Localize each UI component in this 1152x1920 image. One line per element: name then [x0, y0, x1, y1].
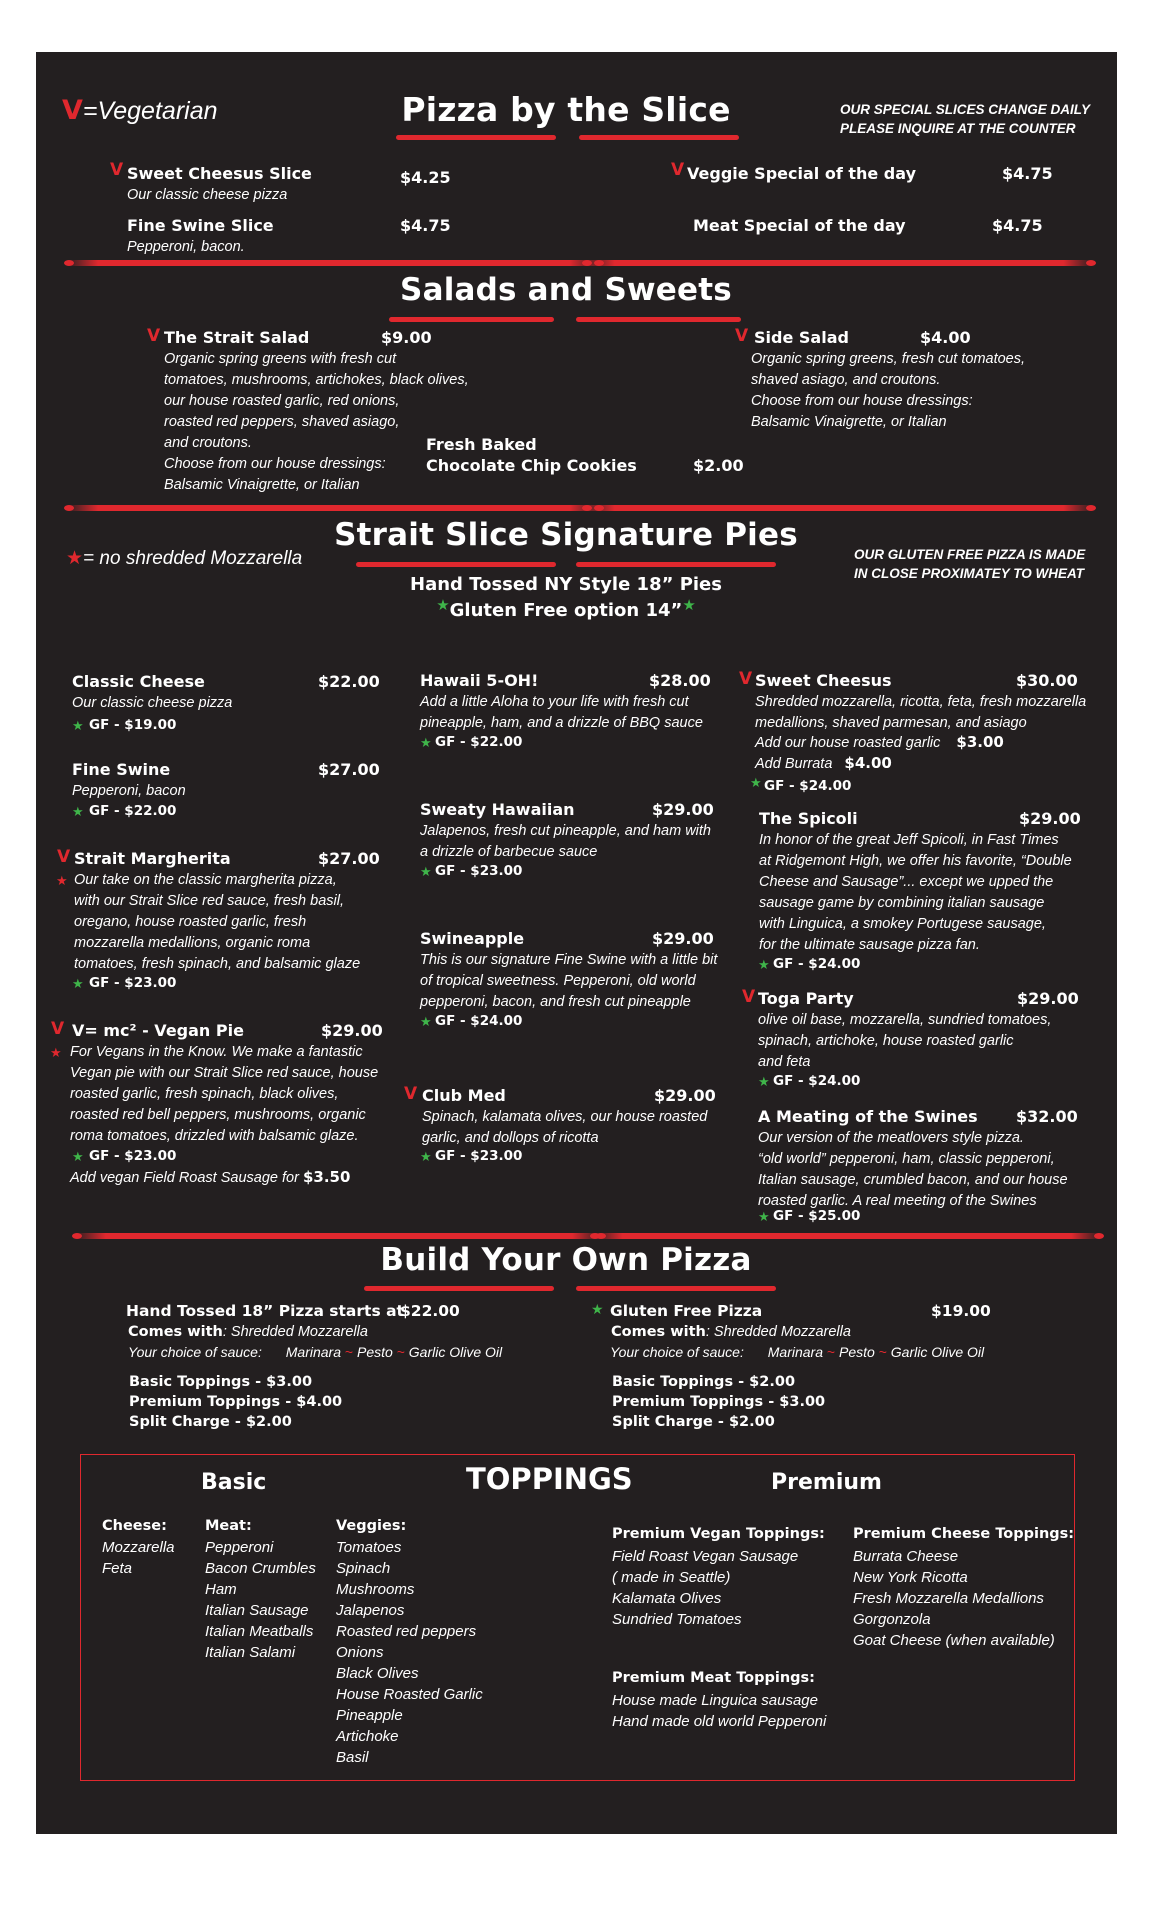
section-divider [66, 260, 602, 266]
byo-hand-split: Split Charge - $2.00 [129, 1414, 292, 1430]
pies-subtitle-size: Hand Tossed NY Style 18” Pies [410, 574, 722, 595]
premium-vegan-heading: Premium Vegan Toppings: [612, 1526, 825, 1542]
vegetarian-legend-label: =Vegetarian [82, 97, 218, 125]
vegetarian-legend [62, 95, 218, 126]
byo-gf-comes-value: : Shredded Mozzarella [705, 1324, 851, 1340]
pie-name: A Meating of the Swines [758, 1107, 978, 1126]
vegetarian-mark-icon: V [110, 160, 124, 180]
byo-gf-premium: Premium Toppings - $3.00 [612, 1394, 826, 1410]
byo-hand-comes-label: Comes with [128, 1324, 223, 1340]
pie-desc: This is our signature Fine Swine with a little bit of tropical sweetness. Pepperoni, old world pepperoni, bacon, and fresh cut pineapple [420, 952, 718, 1010]
pie-name: Strait Margherita [74, 849, 231, 868]
cookies-price: $2.00 [693, 456, 744, 475]
green-star-icon: ★ [682, 596, 696, 614]
salads-title-underline-left [389, 317, 554, 322]
byo-hand-sauces [128, 1342, 502, 1363]
byo-gf-comes [611, 1322, 851, 1343]
sauce-separator: ~ [878, 1344, 887, 1360]
pie-name: Sweet Cheesus [755, 671, 892, 690]
slice-item-name: Meat Special of the day [693, 216, 906, 235]
pie-name: Hawaii 5-OH! [420, 671, 539, 690]
green-star-icon: ★ [420, 735, 432, 750]
pie-gf-price: GF - $22.00 [89, 803, 177, 819]
meat-heading: Meat: [205, 1518, 252, 1534]
gf-note-line2: IN CLOSE PROXIMATEY TO WHEAT [854, 566, 1085, 581]
pie-desc: olive oil base, mozzarella, sundried tomatoes, spinach, artichoke, house roasted garlic and feta [758, 1012, 1052, 1070]
pie-name: Toga Party [758, 989, 854, 1008]
byo-hand-price: $22.00 [400, 1302, 460, 1320]
veggies-heading: Veggies: [336, 1518, 407, 1534]
pie-desc: Spinach, kalamata olives, our house roasted garlic, and dollops of ricotta [422, 1109, 708, 1146]
side-salad-desc: Organic spring greens, fresh cut tomatoes, shaved asiago, and croutons. Choose from our house dressings: Balsamic Vinaigrette, or Italian [751, 351, 1026, 430]
pie-gf-price: GF - $24.00 [764, 778, 852, 794]
byo-gf-sauce-label: Your choice of sauce: [610, 1344, 744, 1360]
section-divider [584, 260, 1094, 266]
addon-burrata [755, 754, 892, 775]
toppings-title: TOPPINGS [466, 1462, 633, 1496]
pies-subtitle-gf [356, 596, 776, 621]
green-star-icon: ★ [72, 804, 84, 819]
pie-gf-price: GF - $23.00 [435, 1148, 523, 1164]
red-star-icon: ★ [66, 548, 84, 569]
green-star-icon: ★ [72, 1149, 84, 1164]
byo-gf-heading: Gluten Free Pizza [610, 1302, 763, 1320]
pie-gf-price: GF - $22.00 [435, 734, 523, 750]
premium-meat-list: House made Linguica sausage Hand made old world Pepperoni [612, 1692, 827, 1730]
byo-hand-premium: Premium Toppings - $4.00 [129, 1394, 343, 1410]
pie-desc: Add a little Aloha to your life with fresh cut pineapple, ham, and a drizzle of BBQ sauce [420, 694, 703, 731]
no-mozzarella-legend-label: = no shredded Mozzarella [83, 548, 303, 569]
section-divider [584, 505, 1094, 511]
sauce-option: Pesto [838, 1344, 875, 1360]
section-divider [74, 1233, 604, 1239]
green-star-icon: ★ [72, 718, 84, 733]
slice-item-price: $4.25 [400, 168, 451, 187]
addon-garlic-text: Add our house roasted garlic [755, 735, 941, 751]
green-star-icon: ★ [72, 976, 84, 991]
pie-price: $28.00 [649, 671, 711, 690]
slice-note-line1: OUR SPECIAL SLICES CHANGE DAILY [840, 102, 1091, 117]
cheese-heading: Cheese: [102, 1518, 167, 1534]
slice-item-name: Fine Swine Slice [127, 216, 274, 235]
slice-item-price: $4.75 [1002, 164, 1053, 183]
meat-list: Pepperoni Bacon Crumbles Ham Italian Sausage Italian Meatballs Italian Salami [205, 1539, 316, 1661]
premium-meat-heading: Premium Meat Toppings: [612, 1670, 815, 1686]
no-mozzarella-legend [66, 547, 302, 570]
green-star-icon: ★ [758, 1074, 770, 1089]
byo-hand-comes [128, 1322, 368, 1343]
pie-gf-price: GF - $24.00 [773, 956, 861, 972]
green-star-icon: ★ [750, 775, 762, 790]
byo-title-underline-left [364, 1286, 554, 1291]
green-star-icon: ★ [420, 1149, 432, 1164]
section-divider [592, 1233, 1102, 1239]
byo-hand-comes-value: : Shredded Mozzarella [222, 1324, 368, 1340]
pies-subtitle-gf-text: Gluten Free option 14” [449, 600, 683, 621]
pie-desc: For Vegans in the Know. We make a fantastic Vegan pie with our Strait Slice red sauce, house roasted garlic, fresh spinach, black olives, roasted red bell peppers, mushrooms, organic roma tomatoes, drizzled with balsamic glaze. [70, 1044, 379, 1144]
strait-salad-desc: Organic spring greens with fresh cut tomatoes, mushrooms, artichokes, black olives, our house roasted garlic, red onions, roasted red peppers, shaved asiago, and croutons. Choose from our house dressings: Balsamic Vinaigrette, or Italian [164, 351, 469, 493]
addon-burrata-price: $4.00 [844, 754, 892, 772]
pie-gf-price: GF - $23.00 [435, 863, 523, 879]
slice-section-title: Pizza by the Slice [401, 90, 731, 129]
vegetarian-mark-icon: V [57, 847, 71, 867]
pie-name: The Spicoli [759, 809, 858, 828]
sauce-option: Marinara [767, 1344, 824, 1360]
pie-price: $32.00 [1016, 1107, 1078, 1126]
vegetarian-mark-icon: V [51, 1019, 65, 1039]
pie-gf-price: GF - $24.00 [435, 1013, 523, 1029]
vegetarian-mark-icon: V [739, 669, 753, 689]
green-star-icon: ★ [436, 596, 450, 614]
green-star-icon: ★ [758, 957, 770, 972]
sauce-option: Garlic Olive Oil [890, 1344, 985, 1360]
green-star-icon: ★ [420, 864, 432, 879]
vegetarian-mark-icon: V [62, 95, 83, 126]
byo-gf-sauces [610, 1342, 984, 1363]
sauce-separator: ~ [826, 1344, 836, 1360]
addon-garlic [755, 733, 1004, 754]
byo-title-underline-right [576, 1286, 776, 1291]
toppings-basic-label: Basic [201, 1470, 267, 1495]
pie-price: $22.00 [318, 672, 380, 691]
pie-name: Fine Swine [72, 760, 171, 779]
red-star-icon: ★ [56, 873, 68, 888]
sauce-separator: ~ [344, 1344, 354, 1360]
gf-note-line1: OUR GLUTEN FREE PIZZA IS MADE [854, 547, 1086, 562]
pie-desc: Pepperoni, bacon [72, 783, 186, 799]
slice-item-desc: Our classic cheese pizza [127, 187, 288, 203]
pie-name: Classic Cheese [72, 672, 205, 691]
section-divider [66, 505, 602, 511]
vegetarian-mark-icon: V [735, 326, 749, 346]
side-salad-name: Side Salad [754, 328, 849, 347]
slice-item-name: Sweet Cheesus Slice [127, 164, 312, 183]
pie-gf-price: GF - $23.00 [89, 975, 177, 991]
veggies-list: Tomatoes Spinach Mushrooms Jalapenos Roasted red peppers Onions Black Olives House Roasted Garlic Pineapple Artichoke Basil [336, 1539, 483, 1766]
gluten-free-note [854, 545, 1085, 583]
pies-title-underline-left [356, 562, 556, 567]
green-star-icon: ★ [420, 1014, 432, 1029]
pie-desc: Jalapenos, fresh cut pineapple, and ham with a drizzle of barbecue sauce [420, 823, 711, 860]
pies-section-title: Strait Slice Signature Pies [334, 517, 798, 553]
slice-item-price: $4.75 [400, 216, 451, 235]
pie-gf-price: GF - $24.00 [773, 1073, 861, 1089]
pies-title-underline-right [576, 562, 776, 567]
premium-cheese-list: Burrata Cheese New York Ricotta Fresh Mozzarella Medallions Gorgonzola Goat Cheese (when available) [853, 1548, 1055, 1649]
vegetarian-mark-icon: V [671, 160, 685, 180]
slice-item-desc: Pepperoni, bacon. [127, 239, 245, 255]
pie-price: $27.00 [318, 849, 380, 868]
green-star-icon: ★ [758, 1209, 770, 1224]
addon-garlic-price: $3.00 [956, 733, 1004, 751]
byo-gf-price: $19.00 [931, 1302, 991, 1320]
slice-item-name: Veggie Special of the day [687, 164, 916, 183]
pie-name: Club Med [422, 1086, 506, 1105]
byo-gf-split: Split Charge - $2.00 [612, 1414, 775, 1430]
vegetarian-mark-icon: V [147, 326, 161, 346]
pie-price: $29.00 [1019, 809, 1081, 828]
salads-section-title: Salads and Sweets [400, 272, 732, 308]
vegetarian-mark-icon: V [404, 1084, 418, 1104]
pie-desc: Our version of the meatlovers style pizza. “old world” pepperoni, ham, classic pepperoni, Italian sausage, crumbled bacon, and our house roasted garlic. A real meeting of the Swines [758, 1130, 1068, 1209]
slice-note-line2: PLEASE INQUIRE AT THE COUNTER [840, 121, 1076, 136]
pie-name: Sweaty Hawaiian [420, 800, 575, 819]
vegan-addon-price: $3.50 [302, 1168, 351, 1186]
pie-price: $29.00 [652, 929, 714, 948]
slice-item-price: $4.75 [992, 216, 1043, 235]
toppings-premium-label: Premium [771, 1470, 882, 1495]
byo-hand-basic: Basic Toppings - $3.00 [129, 1374, 313, 1390]
sauce-option: Garlic Olive Oil [408, 1344, 503, 1360]
salads-title-underline-right [576, 317, 741, 322]
byo-section-title: Build Your Own Pizza [380, 1242, 752, 1278]
pie-name: V= mc² - Vegan Pie [72, 1021, 244, 1040]
strait-salad-price: $9.00 [381, 328, 432, 347]
strait-salad-name: The Strait Salad [164, 328, 310, 347]
cookies-line1: Fresh Baked [426, 435, 537, 454]
premium-vegan-list: Field Roast Vegan Sausage ( made in Seattle) Kalamata Olives Sundried Tomatoes [612, 1548, 799, 1628]
sauce-separator: ~ [396, 1344, 405, 1360]
pie-gf-price: GF - $23.00 [89, 1148, 177, 1164]
byo-hand-heading: Hand Tossed 18” Pizza starts at [126, 1302, 404, 1320]
byo-gf-basic: Basic Toppings - $2.00 [612, 1374, 796, 1390]
vegan-addon [70, 1168, 350, 1189]
addon-burrata-text: Add Burrata [755, 756, 833, 772]
pie-price: $29.00 [321, 1021, 383, 1040]
slice-title-underline-right [579, 135, 739, 140]
menu-board [36, 52, 1117, 1834]
pie-desc: Shredded mozzarella, ricotta, feta, fresh mozzarella medallions, shaved parmesan, and asiago [755, 694, 1087, 731]
pie-desc: Our classic cheese pizza [72, 695, 233, 711]
green-star-icon: ★ [591, 1301, 604, 1317]
pie-desc: Our take on the classic margherita pizza, with our Strait Slice red sauce, fresh basil, oregano, house roasted garlic, fresh mozzarella medallions, organic roma tomatoes, fresh spinach, and balsamic glaze [74, 872, 361, 972]
pie-price: $29.00 [1017, 989, 1079, 1008]
pie-price: $29.00 [652, 800, 714, 819]
pie-desc: In honor of the great Jeff Spicoli, in Fast Times at Ridgemont High, we offer his favorite, “Double Cheese and Sausage”... except we upped the sausage game by combining italian sausage with Linguica, a smokey Portugese sausage, for the ultimate sausage pizza fan. [759, 832, 1072, 953]
red-star-icon: ★ [50, 1045, 62, 1060]
pie-price: $30.00 [1016, 671, 1078, 690]
pie-price: $29.00 [654, 1086, 716, 1105]
sauce-option: Marinara [285, 1344, 342, 1360]
pie-price: $27.00 [318, 760, 380, 779]
cheese-list: Mozzarella Feta [102, 1539, 175, 1577]
byo-gf-comes-label: Comes with [611, 1324, 706, 1340]
vegetarian-mark-icon: V [742, 987, 756, 1007]
pie-name: Swineapple [420, 929, 525, 948]
vegan-addon-text: Add vegan Field Roast Sausage for [70, 1170, 303, 1186]
cookies-line2: Chocolate Chip Cookies [426, 456, 637, 475]
pie-gf-price: GF - $25.00 [773, 1208, 861, 1224]
pie-gf-price: GF - $19.00 [89, 717, 177, 733]
byo-hand-sauce-label: Your choice of sauce: [128, 1344, 262, 1360]
sauce-option: Pesto [356, 1344, 393, 1360]
slice-title-underline-left [396, 135, 556, 140]
side-salad-price: $4.00 [920, 328, 971, 347]
slice-special-note [840, 100, 1090, 138]
premium-cheese-heading: Premium Cheese Toppings: [853, 1526, 1075, 1542]
